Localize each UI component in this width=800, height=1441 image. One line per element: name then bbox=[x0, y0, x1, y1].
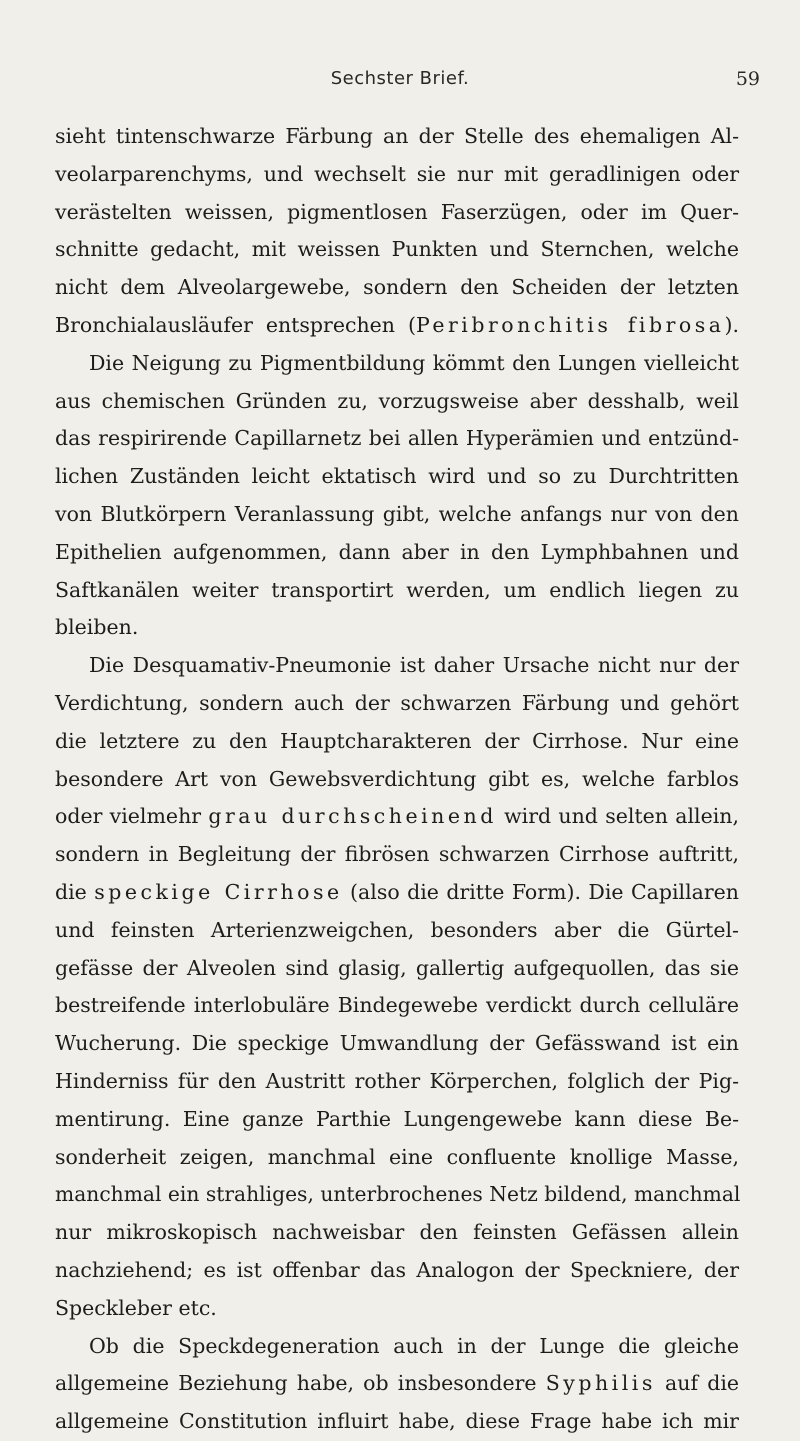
text-fragment: allgemeine Beziehung habe, ob insbesondere bbox=[55, 1371, 546, 1396]
text-line: nicht dem Alveolargewebe, sondern den Scheiden der letzten bbox=[55, 275, 739, 300]
text-line: bestreifende interlobuläre Bindegewebe verdickt durch celluläre bbox=[55, 993, 739, 1018]
text-line: besondere Art von Gewebsverdichtung gibt es, welche farblos bbox=[55, 766, 739, 791]
text-line: bleiben. bbox=[55, 615, 139, 640]
text-line: Speckleber etc. bbox=[55, 1295, 217, 1320]
page-number: 59 bbox=[735, 68, 760, 90]
text-line: manchmal ein strahliges, unterbrochenes Netz bildend, manchmal bbox=[55, 1182, 741, 1207]
text-fragment: die bbox=[55, 879, 95, 904]
body-text bbox=[55, 118, 739, 1441]
text-line: Verdichtung, sondern auch der schwarzen Färbung und gehört bbox=[55, 690, 739, 715]
text-line: Die Desquamativ-Pneumonie ist daher Ursache nicht nur der bbox=[89, 653, 739, 678]
text-line: nachziehend; es ist offenbar das Analogon der Speckniere, der bbox=[55, 1257, 739, 1282]
text-line bbox=[55, 1365, 739, 1403]
text-line: Die Neigung zu Pigmentbildung kömmt den Lungen vielleicht bbox=[89, 350, 739, 375]
text-line: Wucherung. Die speckige Umwandlung der Gefässwand ist ein bbox=[55, 1031, 739, 1056]
emphasized-term: speckige Cirrhose bbox=[94, 879, 343, 904]
text-line: sondern in Begleitung der fibrösen schwarzen Cirrhose auftritt, bbox=[55, 842, 739, 867]
text-line: verästelten weissen, pigmentlosen Faserzügen, oder im Quer- bbox=[55, 199, 739, 224]
emphasized-term: grau durchscheinend bbox=[208, 804, 497, 829]
text-line: allgemeine Constitution influirt habe, diese Frage habe ich mir bbox=[55, 1409, 739, 1434]
text-line: von Blutkörpern Veranlassung gibt, welche anfangs nur von den bbox=[55, 501, 739, 526]
text-line: sonderheit zeigen, manchmal eine confluente knollige Masse, bbox=[55, 1144, 739, 1169]
text-line: die letztere zu den Hauptcharakteren der Cirrhose. Nur eine bbox=[55, 728, 739, 753]
text-line: sieht tintenschwarze Färbung an der Stelle des ehemaligen Al- bbox=[55, 124, 739, 148]
text-line bbox=[55, 798, 739, 836]
text-line: mentirung. Eine ganze Parthie Lungengewebe kann diese Be- bbox=[55, 1106, 739, 1131]
text-line: gefässe der Alveolen sind glasig, gallertig aufgequollen, das sie bbox=[55, 955, 739, 980]
text-line: nur mikroskopisch nachweisbar den feinsten Gefässen allein bbox=[55, 1220, 739, 1245]
text-fragment: wird und selten allein, bbox=[496, 804, 739, 829]
text-fragment: ). bbox=[724, 312, 739, 337]
running-head-title: Sechster Brief. bbox=[330, 68, 470, 89]
text-fragment: auf die bbox=[655, 1371, 740, 1396]
text-fragment: Bronchialausläufer entsprechen ( bbox=[55, 312, 416, 337]
emphasized-term: Peribronchitis fibrosa bbox=[415, 312, 725, 337]
text-line: lichen Zuständen leicht ektatisch wird und so zu Durchtritten bbox=[55, 464, 739, 489]
text-line: Ob die Speckdegeneration auch in der Lunge die gleiche bbox=[89, 1333, 739, 1358]
text-line: veolarparenchyms, und wechselt sie nur mit geradlinigen oder bbox=[55, 161, 739, 186]
text-fragment: oder vielmehr bbox=[55, 804, 209, 829]
text-line: Saftkanälen weiter transportirt werden, um endlich liegen zu bbox=[55, 577, 739, 602]
text-line bbox=[55, 307, 739, 345]
text-line: und feinsten Arterienzweigchen, besonders aber die Gürtel- bbox=[55, 917, 739, 942]
running-head bbox=[40, 68, 760, 98]
text-line: das respirirende Capillarnetz bei allen Hyperämien und entzünd- bbox=[55, 426, 739, 451]
text-fragment: (also die dritte Form). Die Capillaren bbox=[342, 879, 739, 904]
emphasized-term: Syphilis bbox=[545, 1371, 656, 1396]
text-line bbox=[55, 874, 739, 912]
text-line: Hinderniss für den Austritt rother Körperchen, folglich der Pig- bbox=[55, 1068, 739, 1093]
text-line: schnitte gedacht, mit weissen Punkten und Sternchen, welche bbox=[55, 237, 739, 262]
text-line: aus chemischen Gründen zu, vorzugsweise aber desshalb, weil bbox=[55, 388, 739, 413]
text-line: Epithelien aufgenommen, dann aber in den Lymphbahnen und bbox=[55, 539, 739, 564]
